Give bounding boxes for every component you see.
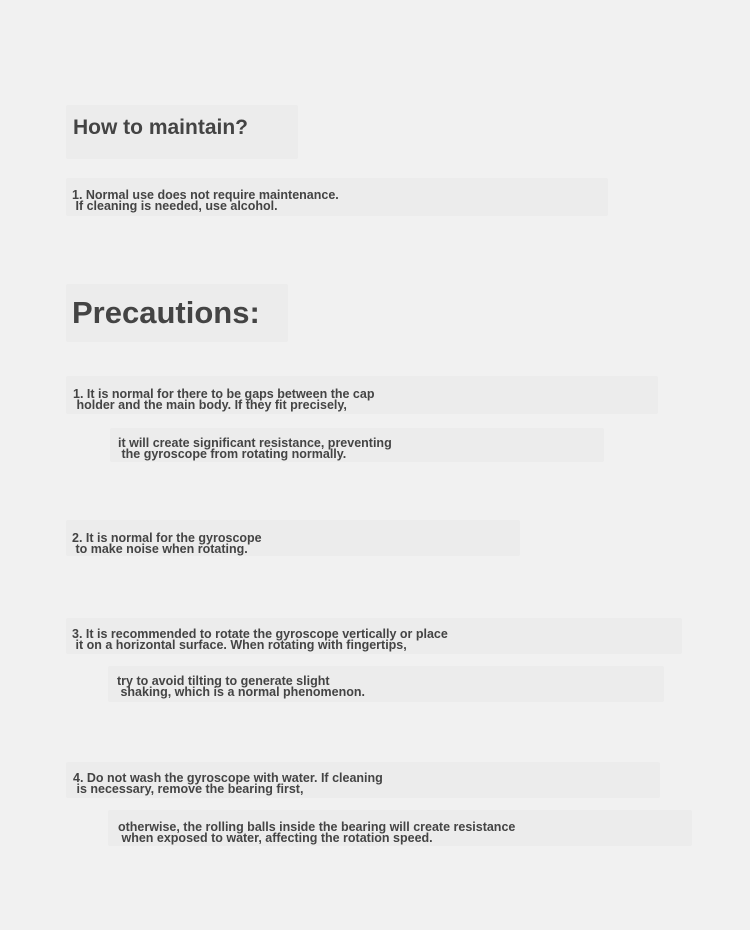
maintain-item-1 <box>72 190 339 212</box>
precaution-item-2 <box>72 533 262 555</box>
maintain-item-1-line-1: 1. Normal use does not require maintenance. <box>72 188 339 202</box>
precaution-item-1-line-2: holder and the main body. If they fit precisely, <box>73 398 347 412</box>
precaution-item-4 <box>73 773 383 795</box>
precaution-item-1 <box>73 389 374 411</box>
precaution-item-3-line-4: shaking, which is a normal phenomenon. <box>117 685 365 699</box>
maintain-item-1-line-2: If cleaning is needed, use alcohol. <box>72 199 278 213</box>
precaution-item-4-continued <box>118 822 515 844</box>
maintain-title: How to maintain? <box>73 116 248 139</box>
precaution-item-4-line-1: 4. Do not wash the gyroscope with water. If cleaning <box>73 771 383 785</box>
precaution-item-2-line-1: 2. It is normal for the gyroscope <box>72 531 262 545</box>
precaution-item-3-line-2: it on a horizontal surface. When rotating with fingertips, <box>72 638 407 652</box>
precaution-item-1-continued <box>118 438 392 460</box>
precaution-item-1-line-1: 1. It is normal for there to be gaps between the cap <box>73 387 375 401</box>
precaution-item-4-line-4: when exposed to water, affecting the rotation speed. <box>118 831 433 845</box>
precaution-item-4-line-3: otherwise, the rolling balls inside the bearing will create resistance <box>118 820 516 834</box>
precaution-item-1-line-3: it will create significant resistance, preventing <box>118 436 392 450</box>
precaution-item-3-line-1: 3. It is recommended to rotate the gyroscope vertically or place <box>72 627 448 641</box>
precaution-item-1-line-4: the gyroscope from rotating normally. <box>118 447 347 461</box>
precautions-title: Precautions: <box>72 295 260 330</box>
precaution-item-4-line-2: is necessary, remove the bearing first, <box>73 782 304 796</box>
precaution-item-3-line-3: try to avoid tilting to generate slight <box>117 674 330 688</box>
precaution-item-3-continued <box>117 676 365 698</box>
precaution-item-3 <box>72 629 448 651</box>
precaution-item-2-line-2: to make noise when rotating. <box>72 542 248 556</box>
